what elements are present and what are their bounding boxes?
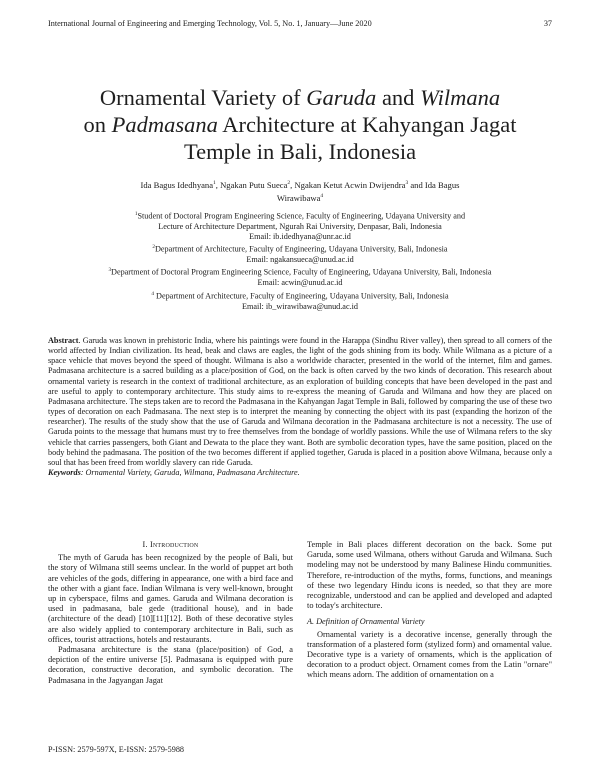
abstract — [48, 336, 552, 478]
abstract-text: . Garuda was known in prehistoric India, where his paintings were found in the Harappa (Sindhu River valley), then spread to all corners of the world affected by Indian civilization. Its head, beak and claws are eagles, the light of the gods shining from its body. While Wilmana as a picture of a space vehicle that moves beyond the speed of thought. Wilmana is also a worldwide character, presented in the world of the internet, film and games. Padmasana architecture is a sacred building as a place/position of God, on the back is often carved by the two kinds of decoration. This research about ornamental variety is research in the context of traditional architecture, as an exploration of building concepts that have been developed in the past and are useful to apply to contemporary architecture. This study aims to re-express the meaning of Garuda and Wilmana and how they are placed on Padmasana architecture. The steps taken are to record the Padmasana in the Kahyangan Jagat Temple in Bali, followed by comparing the use of these two types of decoration on each Padmasana. The next step is to interpret the meaning by connecting the object with its past (expanding the horizon of the researcher). The results of the study show that the use of Garuda and Wilmana decoration in the Padmasana architecture is not a necessity. The use of Garuda points to the message that humans must try to free themselves from the bondage of worldly passions. While the use of Wilmana refers to the sky vehicle that carries passengers, both Giant and Dewata to the place they want. Both are symbolic decoration types, have the same position, placed on the body behind the padmasana. The position of the two becomes different if applied together, Garuda is placed in a position above Wilmana, because only a soul that has been freed from worldly slavery can ride Garuda. — [48, 336, 552, 467]
paragraph: Padmasana architecture is the stana (place/position) of God, a depiction of the entire universe [5]. Padmasana is equipped with pure decoration, constructive decoration, and symbolic decoration. The Padmasana in the Jagyangan Jagat — [48, 645, 293, 685]
abstract-label: Abstract — [48, 336, 79, 345]
section-heading-introduction: I. Introduction — [142, 540, 199, 549]
running-header — [48, 19, 552, 28]
subsection-heading: A. Definition of Ornamental Variety — [307, 617, 425, 627]
paragraph: Temple in Bali places different decoration on the back. Some put Garuda, some used Wilmana, others without Garuda and Wilmana. Such modeling may not be understood by many Balinese Hindu communities. Therefore, re-introduction of the myths, forms, functions, and meanings of these two legendary Hindu icons is needed, so that they are more recognizable, understood and can be applied and developed and adapted to today's architecture. — [307, 540, 552, 611]
issn-footer: P-ISSN: 2579-597X, E-ISSN: 2579-5988 — [48, 745, 185, 754]
affiliations: $^1$Student of Doctoral Program Engineering Science, Faculty of Engineering, Udayana University and Lecture of Architecture Department, Ngurah Rai University, Denpasar, Bali, Indonesia Email: ib.idedhyana@unr.ac.id $^2$Department of Architecture, Faculty of Engineering, Udayana University, Bali, Indonesia Email: ngakansueca@unud.ac.id $^3$Department of Doctoral Program Engineering Science, Faculty of Engineering, Udayana University, Bali, Indonesia Email: acwin@unud.ac.id $^4$ Department of Architecture, Faculty of Engineering, Udayana University, Bali, Indonesia Email: ib_wirawibawa@unud.ac.id — [108, 211, 492, 311]
paragraph: The myth of Garuda has been recognized by the people of Bali, but the story of Wilmana still seems unclear. In the world of puppet art both are vehicles of the gods, differing in appearance, one with a bird face and the other with a giant face. Indian Wilmana is very well-known, brought up in cyberspace, films and games. Garuda and Wilmana decoration is used in padmasana, bale gede (traditional house), and in bade (architecture of the dead) [10][11][12]. Both of these decorative styles are also widely applied to contemporary architecture in Bali, such as offices, tourist attractions, hotels and restaurants. — [48, 553, 293, 644]
left-column — [48, 540, 293, 686]
paper-title: Ornamental Variety of Garuda and Wilmana on Padmasana Architecture at Kahyangan Jagat Temple in Bali, Indonesia — [83, 85, 517, 164]
author-list: Ida Bagus Idedhyana$^1$, Ngakan Putu Sueca$^2$, Ngakan Ketut Acwin Dwijendra$^3$ and Ida Bagus Wirawibawa$^4$ — [140, 179, 460, 204]
page-number: 37 — [543, 19, 552, 28]
journal-citation: International Journal of Engineering and Emerging Technology, Vol. 5, No. 1, January—June 2020 — [48, 19, 372, 28]
keywords: Keywords: Ornamental Variety, Garuda, Wilmana, Padmasana Architecture. — [48, 468, 300, 478]
paragraph: Ornamental variety is a decorative incense, generally through the transformation of a plastered form (stylized form) and ornamental value. Decorative type is a variety of ornaments, which is the application of decoration to a product object. Ornament comes from the Latin "ornare" which means adorn. The addition of ornamentation on a — [307, 629, 552, 680]
right-column — [307, 540, 552, 681]
